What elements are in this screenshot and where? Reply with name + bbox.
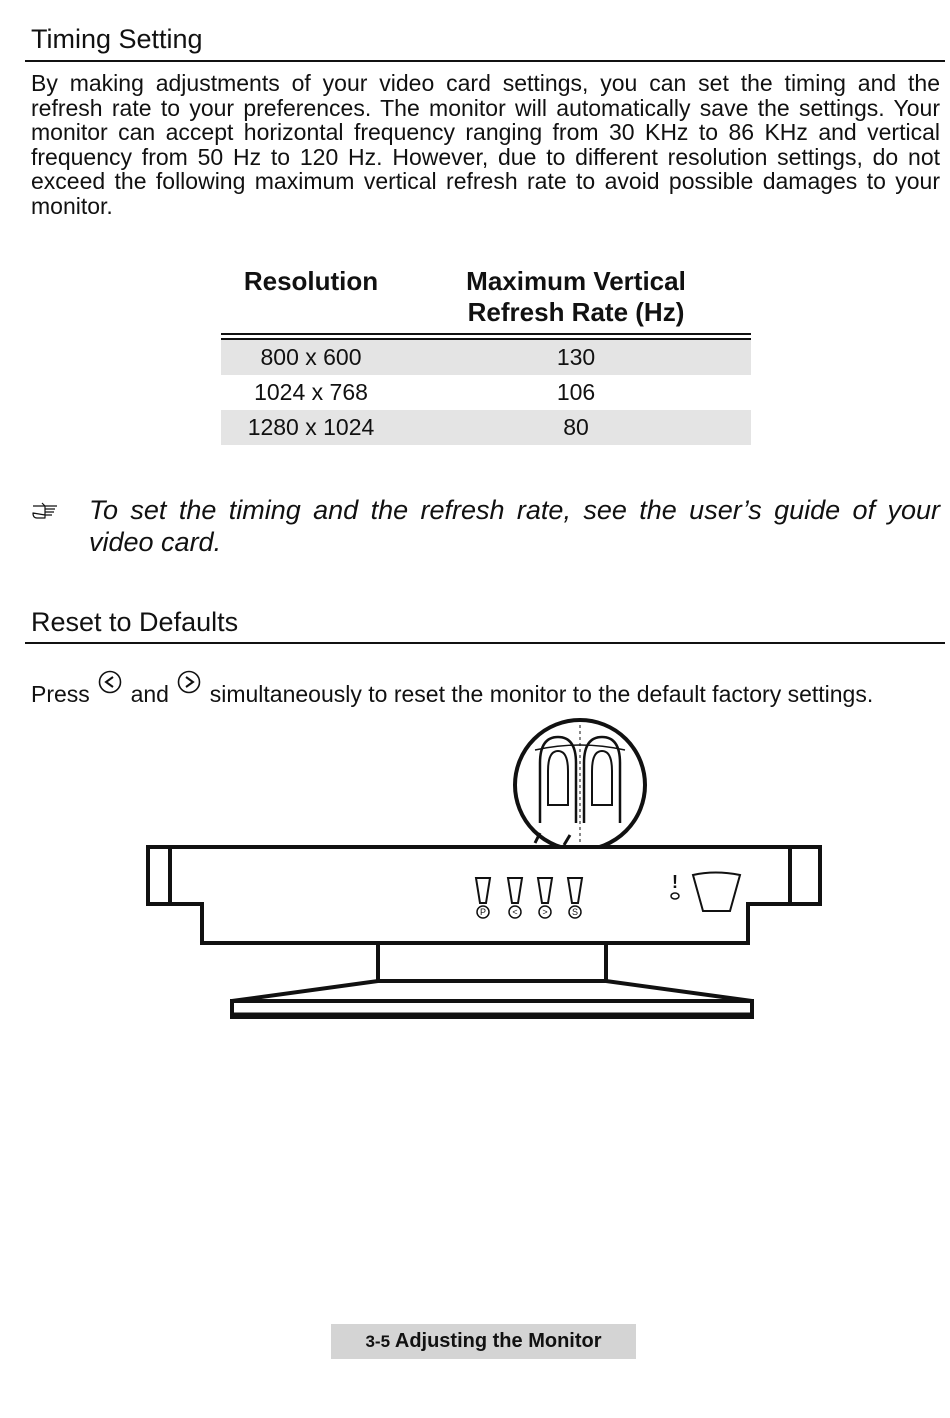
resolution-cell: 1280 x 1024 — [247, 414, 375, 440]
table-row — [221, 340, 751, 375]
timing-setting-title: Timing Setting — [31, 24, 203, 54]
header-max-refresh-rate — [431, 266, 721, 328]
reset-title-rule — [25, 642, 945, 644]
reset-instruction-rest: simultaneously to reset the monitor to the default factory settings. — [209, 681, 874, 707]
rate-cell: 106 — [556, 379, 596, 405]
button-label-left: < — [512, 907, 518, 917]
right-arrow-button-icon — [177, 670, 201, 694]
rate-cell: 130 — [556, 344, 596, 370]
button-label-p: P — [479, 907, 487, 917]
footer-label: Adjusting the Monitor — [394, 1330, 602, 1352]
header-resolution: Resolution — [243, 266, 379, 296]
button-label-right: > — [542, 907, 548, 917]
table-row — [221, 410, 751, 445]
table-row — [221, 375, 751, 410]
resolution-cell: 800 x 600 — [260, 344, 362, 370]
resolution-cell: 1024 x 768 — [254, 379, 368, 405]
reset-defaults-title: Reset to Defaults — [31, 607, 239, 637]
table-header-double-rule — [221, 333, 751, 340]
pointing-hand-icon — [31, 500, 61, 520]
header-max-refresh-line2: Refresh Rate (Hz) — [467, 297, 685, 327]
button-label-s: S — [571, 907, 579, 917]
note-text: To set the timing and the refresh rate, see the user’s guide of your video card. — [89, 495, 940, 557]
and-text: and — [130, 681, 169, 707]
monitor-front-illustration — [140, 705, 840, 1035]
page-footer — [331, 1324, 636, 1359]
header-max-refresh-line1: Maximum Vertical — [466, 266, 686, 296]
power-indicator: ! — [672, 872, 678, 892]
reset-instruction — [31, 670, 873, 708]
magnified-buttons-circle — [515, 720, 645, 850]
rate-cell: 80 — [563, 414, 589, 440]
timing-title-rule — [25, 60, 945, 62]
monitor-stand — [232, 943, 752, 1017]
footer-page-number: 3-5 — [365, 1332, 391, 1351]
press-text: Press — [31, 681, 90, 707]
left-arrow-button-icon — [98, 670, 122, 694]
timing-paragraph: By making adjustments of your video card settings, you can set the timing and the refresh rate to your preferences. The monitor will automatically save the settings. Your monitor can accept horizontal frequency ranging from 30 KHz to 86 KHz and vertical frequency from 50 Hz to 120 Hz. However, due to different resolution settings, do not exceed the following maximum vertical refresh rate to avoid possible damages to your monitor. — [31, 70, 940, 219]
